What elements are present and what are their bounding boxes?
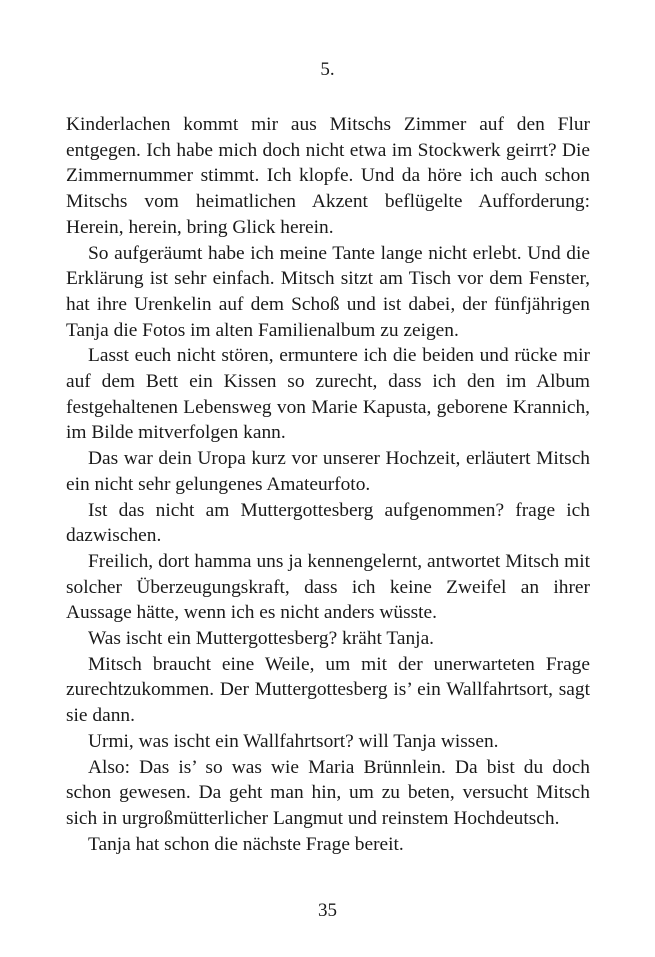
paragraph: Kinderlachen kommt mir aus Mitschs Zimmer auf den Flur entgegen. Ich habe mich doch nicht etwa im Stockwerk geirrt? Die Zimmernummer stimmt. Ich klopfe. Und da höre ich auch schon Mitschs vom heimatlichen Akzent beflügelte Aufforderung: Herein, herein, bring Glick herein.	[66, 114, 590, 238]
paragraph: Freilich, dort hamma uns ja kennengelernt, antwortet Mitsch mit solcher Überzeugungskraft, dass ich keine Zweifel an ihrer Aussage hätte, wenn ich es nicht anders wüsste.	[66, 550, 590, 624]
paragraph: Lasst euch nicht stören, ermuntere ich die beiden und rücke mir auf dem Bett ein Kissen so zurecht, dass ich den im Album festgehaltenen Lebensweg von Marie Kapusta, geborene Krannich, im Bilde mitverfolgen kann.	[66, 345, 590, 444]
page-number: 35	[318, 900, 337, 921]
paragraph: Tanja hat schon die nächste Frage bereit.	[88, 833, 404, 855]
paragraph: Also: Das is’ so was wie Maria Brünnlein. Da bist du doch schon gewesen. Da geht man hin, um zu beten, versucht Mitsch sich in urgroßmütterlicher Langmut und reinstem Hochdeutsch.	[66, 756, 590, 829]
body-text	[66, 112, 590, 857]
paragraph: So aufgeräumt habe ich meine Tante lange nicht erlebt. Und die Erklärung ist sehr einfach. Mitsch sitzt am Tisch vor dem Fenster, hat ihre Urenkelin auf dem Schoß und ist dabei, der fünfjährigen Tanja die Fotos im alten Familienalbum zu zeigen.	[66, 242, 590, 341]
paragraph: Urmi, was ischt ein Wallfahrtsort? will Tanja wissen.	[88, 730, 499, 752]
paragraph: Ist das nicht am Muttergottesberg aufgenommen? frage ich dazwischen.	[66, 499, 590, 547]
paragraph: Das war dein Uropa kurz vor unserer Hochzeit, erläutert Mitsch ein nicht sehr gelungenes Amateurfoto.	[66, 448, 590, 495]
paragraph: Was ischt ein Muttergottesberg? kräht Tanja.	[88, 628, 435, 650]
paragraph: Mitsch braucht eine Weile, um mit der unerwarteten Frage zurechtzukommen. Der Muttergottesberg is’ ein Wallfahrtsort, sagt sie dann.	[66, 653, 590, 727]
chapter-number: 5.	[320, 59, 335, 80]
